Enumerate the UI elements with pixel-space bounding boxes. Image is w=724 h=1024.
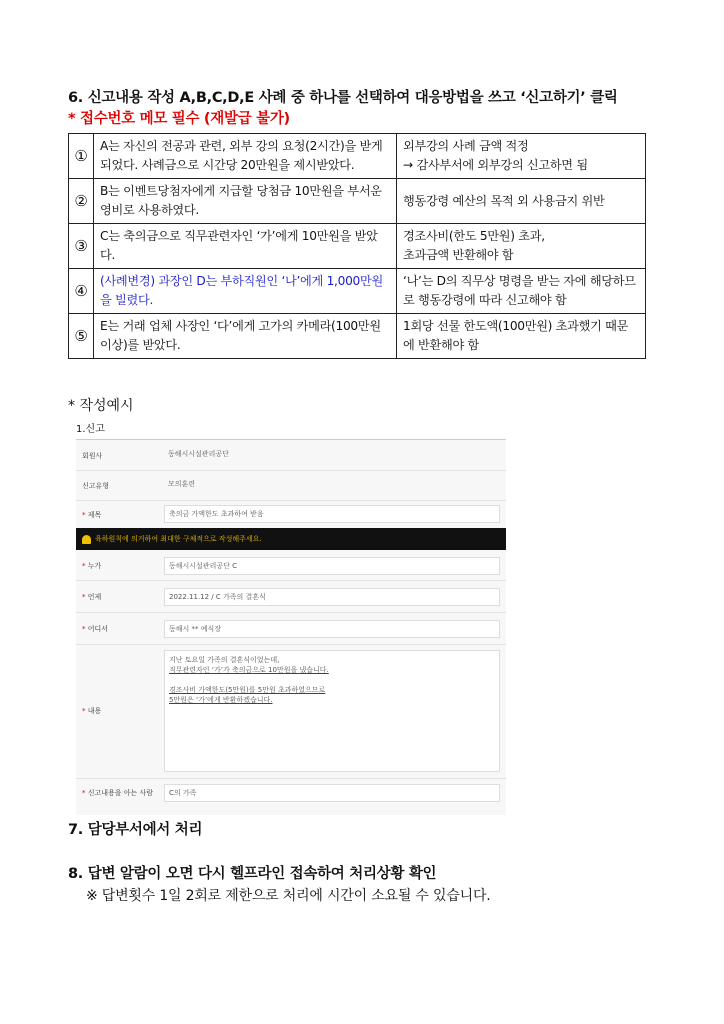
cases-table	[68, 133, 646, 359]
content-label: 내용	[87, 707, 102, 715]
where-input[interactable]: 동해시 ** 예식장	[164, 620, 500, 638]
case-number: ⑤	[69, 314, 94, 359]
example-heading: * 작성예시	[68, 398, 134, 414]
table-row	[69, 179, 646, 224]
case-text: B는 이벤트당첨자에게 지급할 당첨금 10만원을 부서운영비로 사용하였다.	[94, 179, 397, 224]
knower-input[interactable]: C의 가족	[164, 784, 500, 802]
who-label: 누가	[87, 562, 102, 570]
content-row: * 내용 지난 토요일 가족의 결혼식이었는데, 직무관련자인 ‘가’가 축의금으로 10만원을 냈습니다. 경조사비 가액한도(5만원)를 5만원 초과하였으므로 5만원은 ‘가’에게 반환하겠습니다.	[76, 644, 506, 779]
section-6-title: 6. 신고내용 작성 A,B,C,D,E 사례 중 하나를 선택하여 대응방법을 쓰고 ‘신고하기’ 클릭	[68, 90, 618, 106]
table-row	[69, 269, 646, 314]
case-text: E는 거래 업체 사장인 ‘다’에게 고가의 카메라(100만원 이상)를 받았다.	[94, 314, 397, 359]
where-row: * 어디서 동해시 ** 예식장	[76, 612, 506, 645]
notice-bar	[76, 528, 506, 550]
subject-row: * 제목 축의금 가액한도 초과하여 받음	[76, 500, 506, 529]
content-line: 경조사비 가액한도(5만원)를 5만원 초과하였으므로	[169, 686, 326, 694]
content-line: 5만원은 ‘가’에게 반환하겠습니다.	[169, 696, 273, 704]
case-text: (사례변경) 과장인 D는 부하직원인 ‘나’에게 1,000만원을 빌렸다.	[94, 269, 397, 314]
case-answer: ‘나’는 D의 직무상 명령을 받는 자에 해당하므로 행동강령에 따라 신고해야 함	[397, 269, 646, 314]
content-line: 직무관련자인 ‘가’가 축의금으로 10만원을 냈습니다.	[169, 666, 329, 674]
case-answer: 행동강령 예산의 목적 외 사용금지 위반	[397, 179, 646, 224]
member-label: 회원사	[82, 452, 103, 460]
who-row: * 누가 동해시시설관리공단 C	[76, 550, 506, 581]
table-row	[69, 134, 646, 179]
type-value: 모의훈련	[168, 480, 196, 488]
where-label: 어디서	[87, 625, 109, 633]
case-answer: 1회당 선물 한도액(100만원) 초과했기 때문에 반환해야 함	[397, 314, 646, 359]
who-input[interactable]: 동해시시설관리공단 C	[164, 557, 500, 575]
member-row	[76, 440, 506, 471]
case-number: ②	[69, 179, 94, 224]
case-text: A는 자신의 전공과 관련, 외부 강의 요청(2시간)을 받게 되었다. 사례금으로 시간당 20만원을 제시받았다.	[94, 134, 397, 179]
notice-text: 육하원칙에 의거하여 최대한 구체적으로 작성해주세요.	[95, 535, 262, 543]
table-row	[69, 224, 646, 269]
section-8-note: ※ 답변횟수 1일 2회로 제한으로 처리에 시간이 소요될 수 있습니다.	[86, 888, 491, 904]
subject-label: 제목	[87, 511, 102, 519]
knower-row: * 신고내용을 아는 사람 C의 가족	[76, 778, 506, 808]
case-text: C는 축의금으로 직무관련자인 ‘가’에게 10만원을 받았다.	[94, 224, 397, 269]
member-value: 동해시시설관리공단	[168, 450, 229, 458]
report-form-screenshot	[76, 421, 506, 797]
type-row	[76, 470, 506, 501]
case-number: ①	[69, 134, 94, 179]
case-number: ③	[69, 224, 94, 269]
section-6-note: * 접수번호 메모 필수 (재발급 불가)	[68, 111, 290, 127]
when-label: 언제	[87, 593, 102, 601]
content-line: 지난 토요일 가족의 결혼식이었는데,	[169, 656, 280, 664]
knower-label: 신고내용을 아는 사람	[87, 789, 154, 797]
case-answer: 경조사비(한도 5만원) 초과, 초과금액 반환해야 함	[397, 224, 646, 269]
bell-icon	[82, 535, 91, 544]
form-body	[76, 439, 506, 815]
type-label: 신고유형	[82, 482, 110, 490]
section-8-title: 8. 답변 알람이 오면 다시 헬프라인 접속하여 처리상황 확인	[68, 866, 437, 882]
form-title: 1.신고	[76, 424, 105, 435]
section-7-title: 7. 담당부서에서 처리	[68, 822, 203, 838]
content-textarea[interactable]	[164, 650, 500, 772]
when-input[interactable]: 2022.11.12 / C 가족의 결혼식	[164, 588, 500, 606]
case-answer: 외부강의 사례 금액 적정 → 감사부서에 외부강의 신고하면 됨	[397, 134, 646, 179]
table-row	[69, 314, 646, 359]
subject-input[interactable]: 축의금 가액한도 초과하여 받음	[164, 505, 500, 523]
case-number: ④	[69, 269, 94, 314]
when-row: * 언제 2022.11.12 / C 가족의 결혼식	[76, 580, 506, 613]
